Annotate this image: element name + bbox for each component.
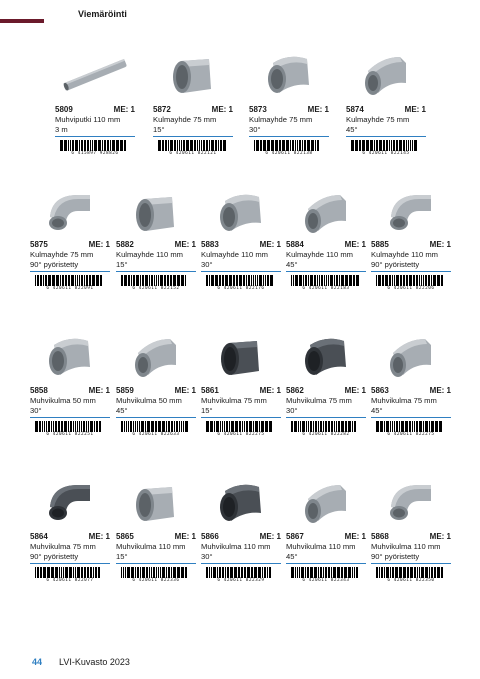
barcode-number: 6 420611 822336 xyxy=(121,578,191,583)
product-unit: ME: 1 xyxy=(307,105,329,114)
barcode xyxy=(286,275,366,290)
product-unit: ME: 1 xyxy=(259,386,281,395)
product-code: 5867 xyxy=(286,532,304,541)
product-unit: ME: 1 xyxy=(211,105,233,114)
barcode-number: 6 420611 822206 xyxy=(376,286,446,291)
product-unit: ME: 1 xyxy=(174,532,196,541)
product-image xyxy=(55,45,135,105)
product-code: 5861 xyxy=(201,386,219,395)
divider xyxy=(201,271,281,272)
product-code: 5875 xyxy=(30,240,48,249)
barcode xyxy=(116,275,196,290)
product-image xyxy=(30,328,110,386)
product-code: 5883 xyxy=(201,240,219,249)
divider xyxy=(201,563,281,564)
product-spec: 15° xyxy=(153,124,165,134)
product-name: Muhvikulma 75 mm xyxy=(201,396,267,405)
product-name: Kulmayhde 110 mm xyxy=(371,250,438,259)
product-image xyxy=(153,45,233,105)
product-code: 5864 xyxy=(30,532,48,541)
barcode-number: 6 420611 822633 xyxy=(121,432,191,437)
product-unit: ME: 1 xyxy=(88,386,110,395)
product-spec: 45° xyxy=(286,551,298,561)
product-name: Muhvikulma 50 mm xyxy=(116,396,182,405)
product-image xyxy=(30,185,110,240)
divider xyxy=(286,417,366,418)
barcode xyxy=(249,140,329,155)
barcode-number: 6 420611 822329 xyxy=(206,578,276,583)
product-spec: 90° pyöristetty xyxy=(371,551,420,561)
product-image xyxy=(371,185,451,240)
barcode xyxy=(371,421,451,436)
divider xyxy=(286,563,366,564)
product-code: 5859 xyxy=(116,386,134,395)
divider xyxy=(371,271,451,272)
product-name: Muhvikulma 110 mm xyxy=(201,542,271,551)
barcode xyxy=(346,140,426,155)
barcode xyxy=(371,275,451,290)
product-image xyxy=(286,474,366,532)
barcode-number: 6 420611 822282 xyxy=(291,432,361,437)
product-spec: 15° xyxy=(201,405,213,415)
product-image xyxy=(30,474,110,532)
divider xyxy=(249,136,329,137)
product-code: 5809 xyxy=(55,105,73,114)
product-spec: 45° xyxy=(371,405,383,415)
barcode xyxy=(116,421,196,436)
product-code: 5868 xyxy=(371,532,389,541)
product-name: Muhvikulma 75 mm xyxy=(30,542,96,551)
product-code: 5865 xyxy=(116,532,134,541)
product-name: Kulmayhde 75 mm xyxy=(30,250,94,259)
product-spec: 30° xyxy=(249,124,261,134)
product-name: Muhvikulma 75 mm xyxy=(286,396,352,405)
divider xyxy=(346,136,426,137)
product-code: 5866 xyxy=(201,532,219,541)
product-code: 5873 xyxy=(249,105,267,114)
barcode-number: 6 420611 822350 xyxy=(376,578,446,583)
product-name: Muhvikulma 50 mm xyxy=(30,396,96,405)
product-name: Kulmayhde 75 mm xyxy=(346,115,410,124)
barcode-number: 6 420611 822343 xyxy=(291,578,361,583)
barcode xyxy=(55,140,135,155)
divider xyxy=(371,417,451,418)
barcode xyxy=(286,421,366,436)
divider xyxy=(30,563,110,564)
divider xyxy=(286,271,366,272)
product-spec: 3 m xyxy=(55,124,68,134)
barcode-number: 6 420611 822145 xyxy=(351,151,421,156)
divider xyxy=(116,271,196,272)
product-spec: 45° xyxy=(286,259,298,269)
divider xyxy=(201,417,281,418)
barcode-number: 6 420611 822275 xyxy=(206,432,276,437)
barcode xyxy=(116,567,196,582)
divider xyxy=(371,563,451,564)
product-spec: 30° xyxy=(201,259,213,269)
product-name: Kulmayhde 75 mm xyxy=(249,115,313,124)
product-spec: 15° xyxy=(116,259,128,269)
product-unit: ME: 1 xyxy=(88,532,110,541)
product-name: Kulmayhde 110 mm xyxy=(116,250,183,259)
barcode xyxy=(201,567,281,582)
barcode-number: 6 420611 822121 xyxy=(158,151,228,156)
product-unit: ME: 1 xyxy=(174,386,196,395)
product-image xyxy=(201,474,281,532)
product-spec: 90° pyöristetty xyxy=(30,259,79,269)
barcode-number: 6 420611 822275 xyxy=(376,432,446,437)
barcode xyxy=(30,421,110,436)
product-image xyxy=(201,328,281,386)
barcode-number: 6 420611 822183 xyxy=(291,286,361,291)
barcode-number: 6 420611 822138 xyxy=(254,151,324,156)
product-code: 5885 xyxy=(371,240,389,249)
product-name: Kulmayhde 110 mm xyxy=(286,250,353,259)
barcode-number: 6 420611 822152 xyxy=(121,286,191,291)
section-title: Viemäröinti xyxy=(78,9,127,19)
barcode xyxy=(371,567,451,582)
barcode xyxy=(153,140,233,155)
product-code: 5884 xyxy=(286,240,304,249)
product-code: 5872 xyxy=(153,105,171,114)
product-unit: ME: 1 xyxy=(259,240,281,249)
catalog-title: LVI-Kuvasto 2023 xyxy=(59,657,130,667)
product-spec: 15° xyxy=(116,551,128,561)
product-code: 5863 xyxy=(371,386,389,395)
product-unit: ME: 1 xyxy=(429,386,451,395)
product-code: 5882 xyxy=(116,240,134,249)
product-spec: 30° xyxy=(286,405,298,415)
divider xyxy=(153,136,233,137)
barcode xyxy=(201,275,281,290)
barcode-number: 6 420611 822091 xyxy=(35,286,105,291)
product-name: Muhvikulma 110 mm xyxy=(116,542,186,551)
product-name: Muhviputki 110 mm xyxy=(55,115,121,124)
product-image xyxy=(286,185,366,240)
divider xyxy=(55,136,135,137)
product-name: Kulmayhde 75 mm xyxy=(153,115,217,124)
product-image xyxy=(346,45,426,105)
product-unit: ME: 1 xyxy=(88,240,110,249)
product-image xyxy=(116,474,196,532)
product-name: Muhvikulma 110 mm xyxy=(286,542,356,551)
product-spec: 30° xyxy=(201,551,213,561)
barcode-number: 6 420611 822176 xyxy=(206,286,276,291)
product-unit: ME: 1 xyxy=(259,532,281,541)
product-spec: 90° pyöristetty xyxy=(30,551,79,561)
barcode xyxy=(286,567,366,582)
product-image xyxy=(286,328,366,386)
product-unit: ME: 1 xyxy=(429,532,451,541)
product-code: 5862 xyxy=(286,386,304,395)
product-image xyxy=(249,45,329,105)
divider xyxy=(116,563,196,564)
product-unit: ME: 1 xyxy=(344,532,366,541)
divider xyxy=(116,417,196,418)
product-name: Muhvikulma 75 mm xyxy=(371,396,437,405)
product-code: 5858 xyxy=(30,386,48,395)
product-unit: ME: 1 xyxy=(429,240,451,249)
product-unit: ME: 1 xyxy=(113,105,135,114)
product-code: 5874 xyxy=(346,105,364,114)
product-name: Muhvikulma 110 mm xyxy=(371,542,441,551)
barcode xyxy=(201,421,281,436)
page-number: 44 xyxy=(32,657,43,667)
product-image xyxy=(371,474,451,532)
product-image xyxy=(116,328,196,386)
product-unit: ME: 1 xyxy=(344,240,366,249)
product-spec: 90° pyöristetty xyxy=(371,259,420,269)
product-name: Kulmayhde 110 mm xyxy=(201,250,268,259)
product-image xyxy=(371,328,451,386)
barcode-number: 6 415897 928826 xyxy=(60,151,130,156)
product-image xyxy=(116,185,196,240)
barcode-number: 6 420611 822077 xyxy=(35,578,105,583)
product-unit: ME: 1 xyxy=(344,386,366,395)
product-spec: 30° xyxy=(30,405,42,415)
divider xyxy=(30,417,110,418)
barcode xyxy=(30,567,110,582)
product-unit: ME: 1 xyxy=(404,105,426,114)
divider xyxy=(30,271,110,272)
product-spec: 45° xyxy=(116,405,128,415)
product-spec: 45° xyxy=(346,124,358,134)
product-unit: ME: 1 xyxy=(174,240,196,249)
barcode-number: 6 420611 822251 xyxy=(35,432,105,437)
product-image xyxy=(201,185,281,240)
barcode xyxy=(30,275,110,290)
